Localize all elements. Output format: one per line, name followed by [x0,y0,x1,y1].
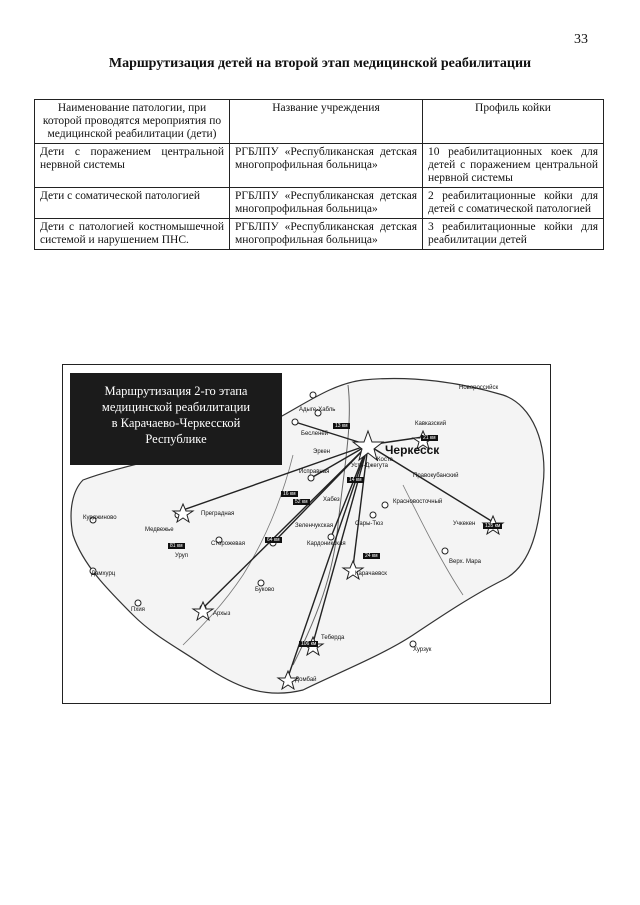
map-label-kardonikskaya: Кардоникская [307,541,346,547]
caption-line: Республике [145,432,207,446]
map-label-verh-mara: Верх. Мара [449,559,482,565]
table-row [35,144,604,188]
map-label-cherkessk: Черкесск [385,443,440,457]
cell-pathology: Дети с поражением центральной нервной системы [35,144,230,188]
map-label-beslenei: Бесленей [301,431,329,437]
distance-badge: 21 км [423,435,436,441]
header-profile: Профиль койки [423,100,604,144]
header-pathology: Наименование патологии, при которой проводятся мероприятия по медицинской реабилитации (дети) [35,100,230,144]
table-row [35,188,604,219]
map-label-sary-tyuz: Сары-Тюз [355,521,384,527]
map-label-novoross: Новороссийск [459,385,499,391]
map-label-bukovo: Буково [255,587,275,593]
cell-institution: РГБЛПУ «Республиканская детская многопрофильная больница» [230,219,423,250]
map-label-erken: Эркен [313,449,330,455]
cell-institution: РГБЛПУ «Республиканская детская многопрофильная больница» [230,188,423,219]
distance-badge: 135 км [485,523,501,529]
map-label-pravokubansky: Правокубанский [413,473,459,479]
map-label-arkhyz: Архыз [213,611,231,617]
map-label-karachaevsk: Карачаевск [355,571,387,577]
cell-profile: 3 реабилитационные койки для реабилитации детей [423,219,604,250]
map-label-uchkeken: Учкекен [453,521,476,527]
map-label-teberda: Теберда [321,635,345,641]
caption-line: в Карачаево-Черкесской [111,416,241,430]
page-number: 33 [574,32,588,47]
map-label-storozhevaya: Сторожевая [211,541,246,547]
distance-badge: 81 км [170,543,183,549]
cell-institution: РГБЛПУ «Республиканская детская многопрофильная больница» [230,144,423,188]
distance-badge: 52 км [295,499,308,505]
table-row [35,219,604,250]
map-label-pregradnaya: Преградная [201,511,235,517]
distance-badge: 106 км [301,641,317,647]
map-label-kavkazsky: Кавказский [415,421,447,427]
cell-pathology: Дети с соматической патологией [35,188,230,219]
map-label-khabez: Хабез [323,497,340,503]
map-label-zelenchukskaya: Зеленчукская [295,523,334,529]
caption-line: медицинской реабилитации [101,400,251,414]
map-label-damkhurts: Дамхурц [91,571,116,577]
map-label-kurdzhinovo: Курджиново [83,515,117,521]
routing-table [34,99,604,250]
header-institution: Название учреждения [230,100,423,144]
map-label-ispravnaya: Исправная [299,469,330,475]
map-label-adyge: Адыге-Хабль [299,407,336,413]
distance-badge: 24 км [365,553,378,559]
map-label-kr-vostochny: Красновосточный [393,499,443,505]
map-label-ust-dzheguta: Усть-Джегута [351,463,388,469]
caption-line: Маршрутизация 2-го этапа [104,384,248,398]
page-title: Маршрутизация детей на второй этап медицинской реабилитации [108,56,532,71]
map-label-dombay: Домбай [295,677,317,683]
cell-profile: 10 реабилитационных коек для детей с поражением центральной нервной системы [423,144,604,188]
distance-badge: 14 км [349,477,362,483]
cell-pathology: Дети с патологией костномышечной системой и нарушением ПНС. [35,219,230,250]
distance-badge: 13 км [335,423,348,429]
routing-map [62,364,551,704]
map-label-urup: Уруп [175,553,189,559]
map-label-kosta: Коста [377,457,393,463]
map-label-medvedovskaya: Медвежье [145,527,174,533]
map-caption [70,373,282,465]
table-header-row [35,100,604,144]
distance-badge: 64 км [267,537,280,543]
distance-badge: 16 км [283,491,296,497]
map-label-pkhiya: Пхия [131,607,145,613]
map-label-khurzuk: Хурзук [413,647,432,653]
cell-profile: 2 реабилитационные койки для детей с соматической патологией [423,188,604,219]
